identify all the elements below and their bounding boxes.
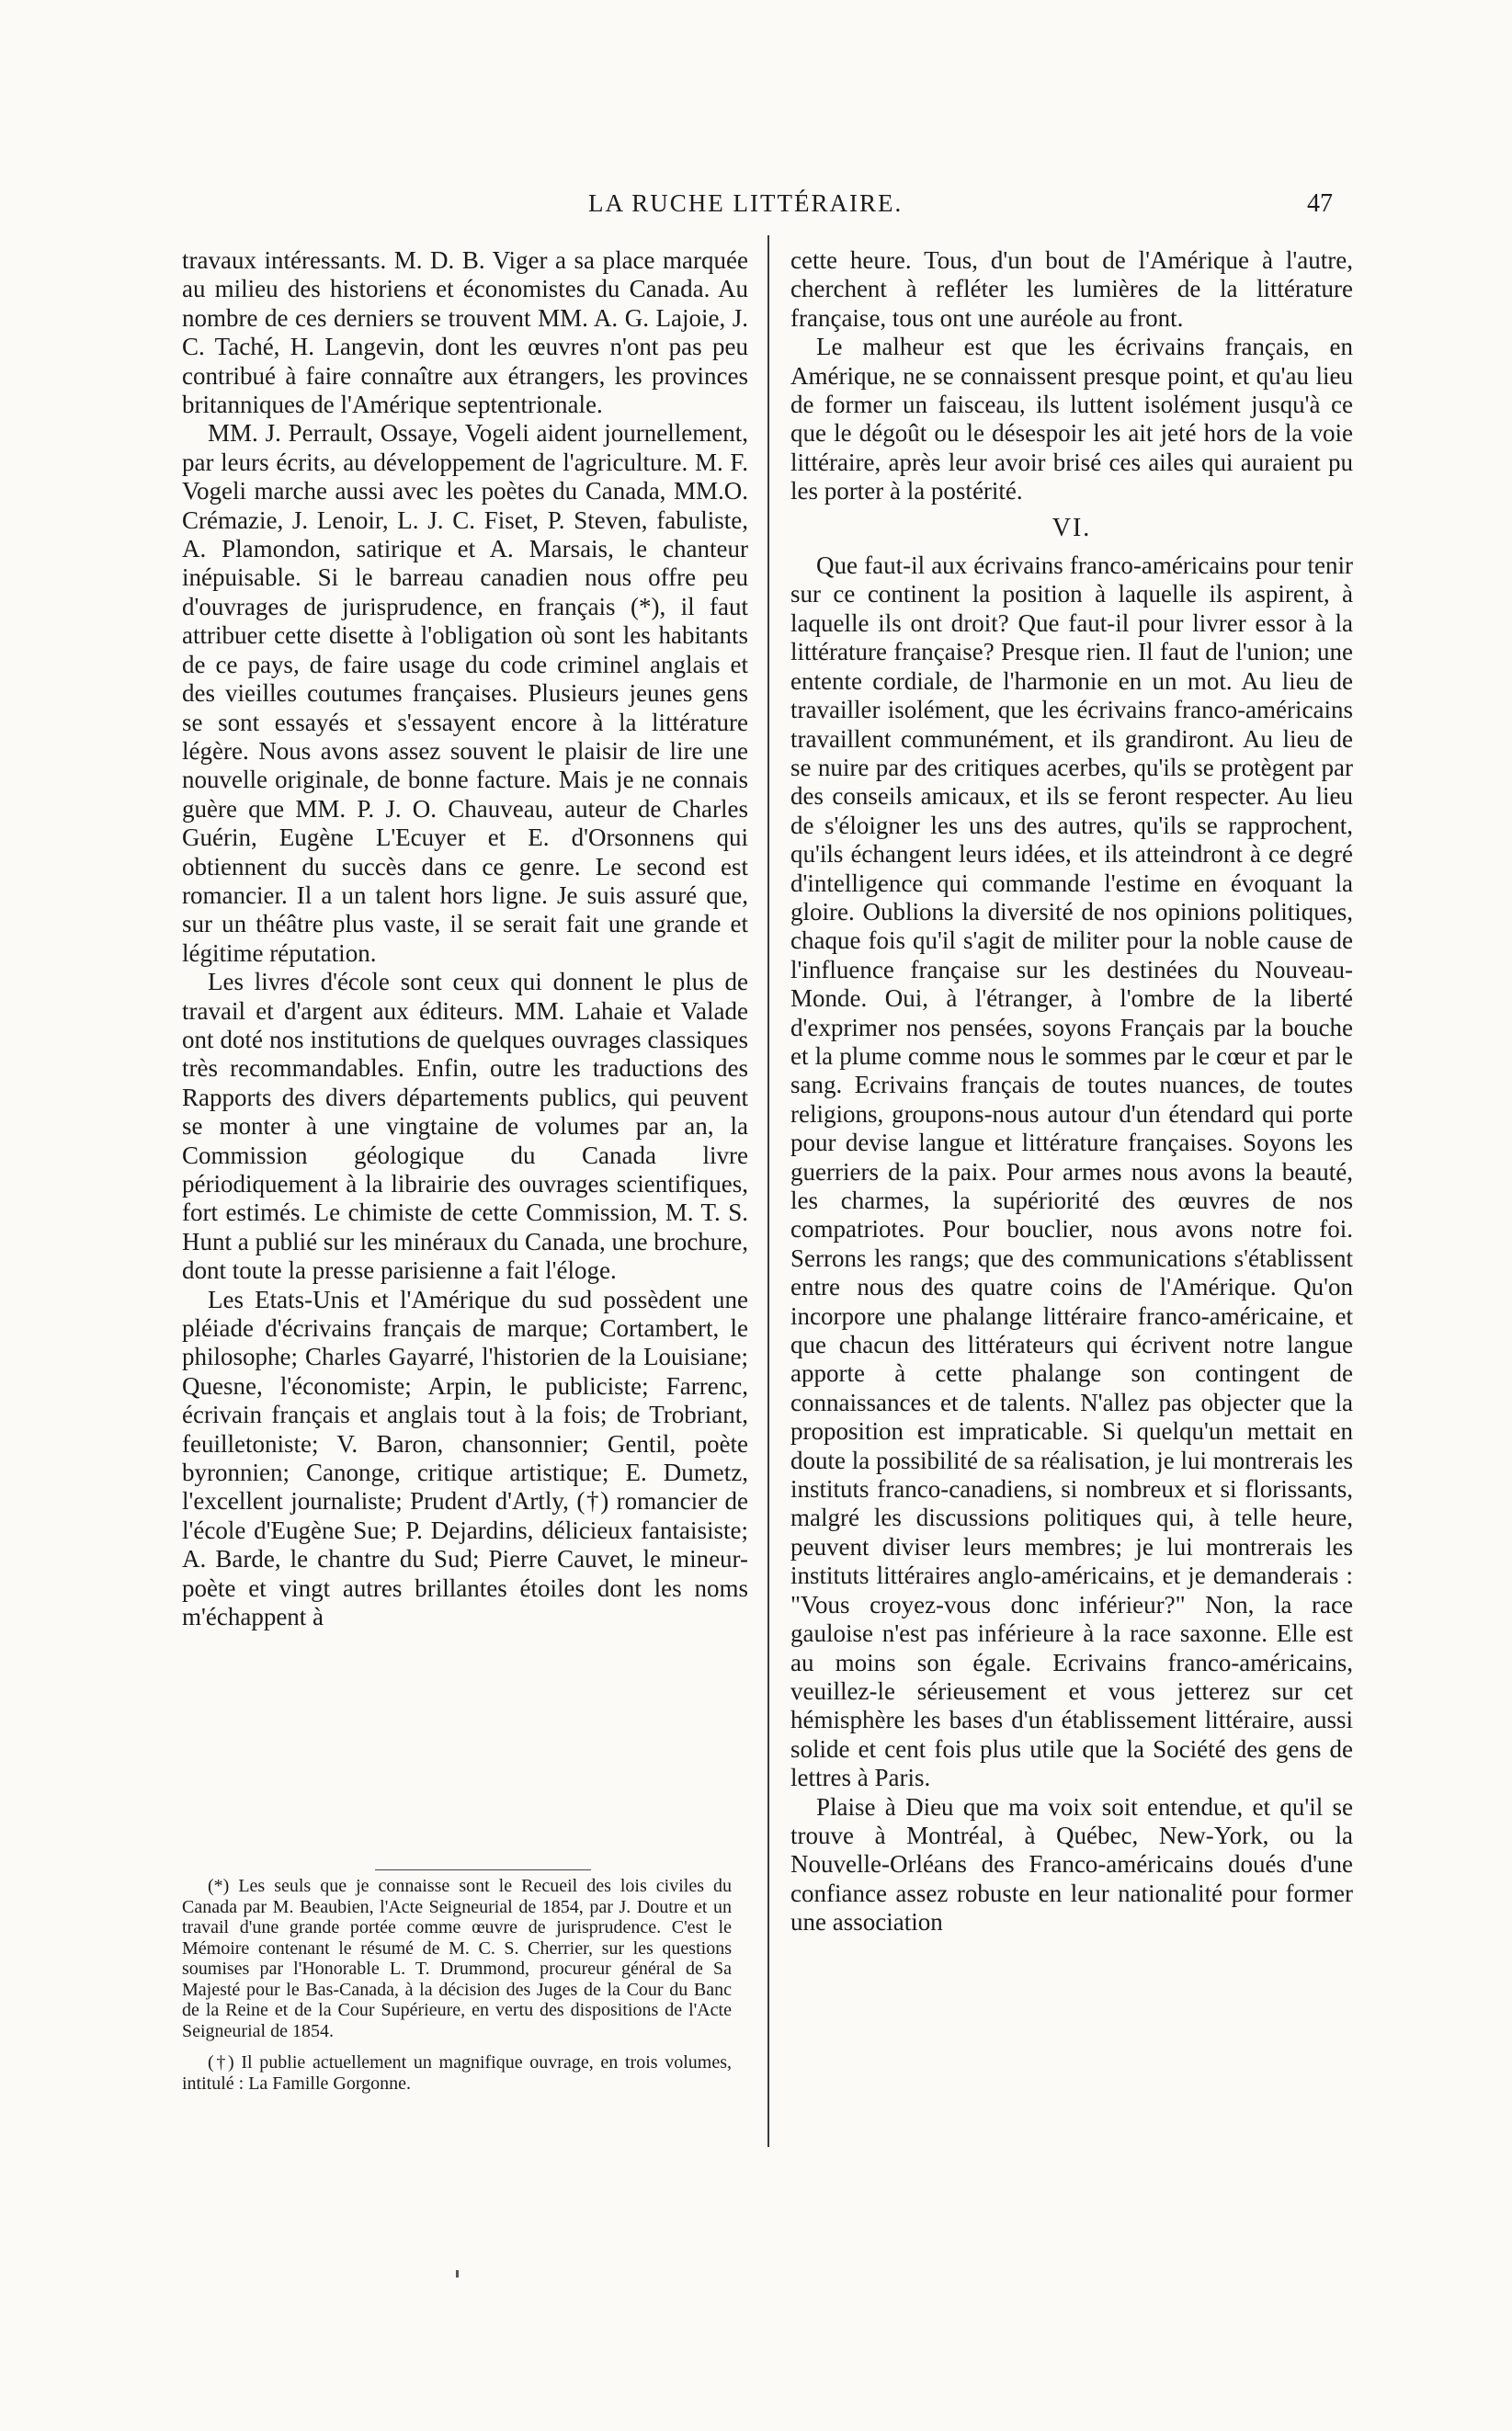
footnotes (182, 1869, 732, 2105)
paragraph: Les livres d'école sont ceux qui donnent le plus de travail et d'argent aux éditeurs. MM. Lahaie et Valade ont doté nos institutions de quelques ouvrages classiques très recommandables. Enfin, outre les traductions des Rapports des divers départements publics, qui peuvent se monter à une vingtaine de volumes par an, la Commission géologique du Canada livre périodiquement à la librairie des ouvrages scientifiques, fort estimés. Le chimiste de cette Commission, M. T. S. Hunt a publié sur les minéraux du Canada, une brochure, dont toute la presse parisienne a fait l'éloge. (182, 968, 748, 1285)
column-divider (767, 235, 769, 2147)
page-number: 47 (1307, 189, 1333, 218)
paragraph: MM. J. Perrault, Ossaye, Vogeli aident journellement, par leurs écrits, au développement de l'agriculture. M. F. Vogeli marche aussi avec les poètes du Canada, MM.O. Crémazie, J. Lenoir, L. J. C. Fiset, P. Steven, fabuliste, A. Plamondon, satirique et A. Marsais, le chanteur inépuisable. Si le barreau canadien nous offre peu d'ouvrages de jurisprudence, en français (*), il faut attribuer cette disette à l'obligation où sont les habitants de ce pays, de faire usage du code criminel anglais et des vieilles coutumes françaises. Plusieurs jeunes gens se sont essayés et s'essayent encore à la littérature légère. Nous avons assez souvent le plaisir de lire une nouvelle originale, de bonne facture. Mais je ne connais guère que MM. P. J. O. Chauveau, auteur de Charles Guérin, Eugène L'Ecuyer et E. d'Orsonnens qui obtiennent du succès dans ce genre. Le second est romancier. Il a un talent hors ligne. Je suis assuré que, sur un théâtre plus vaste, il se serait fait une grande et légitime réputation. (182, 419, 748, 967)
left-column (182, 246, 748, 1632)
section-heading: VI. (1052, 513, 1092, 542)
paragraph: Que faut-il aux écrivains franco-américains pour tenir sur ce continent la position à laquelle ils aspirent, à laquelle ils ont droit? Que faut-il pour livrer essor à la littérature française? Presque rien. Il faut de l'union; une entente cordiale, de l'harmonie en un mot. Au lieu de travailler isolément, que les écrivains franco-américains travaillent communément, et ils grandiront. Au lieu de se nuire par des critiques acerbes, qu'ils se protègent par des conseils amicaux, et ils se feront respecter. Au lieu de s'éloigner les uns des autres, qu'ils se rapprochent, qu'ils échangent leurs idées, et ils atteindront à ce degré d'intelligence qui commande l'estime en évoquant la gloire. Oublions la diversité de nos opinions politiques, chaque fois qu'il s'agit de militer pour la noble cause de l'influence française sur les destinées du Nouveau-Monde. Oui, à l'étranger, à l'ombre de la liberté d'exprimer nos pensées, soyons Français par la bouche et la plume comme nous le sommes par le cœur et par le sang. Ecrivains français de toutes nuances, de toutes religions, groupons-nous autour d'un étendard qui porte pour devise langue et littérature françaises. Soyons les guerriers de la paix. Pour armes nous avons la beauté, les charmes, la supériorité des œuvres de nos compatriotes. Pour bouclier, nous avons notre foi. Serrons les rangs; que des communications s'établissent entre nous des quatre coins de l'Amérique. Qu'on incorpore une phalange littéraire franco-américaine, et que chacun des littérateurs qui écrivent notre langue apporte à cette phalange son contingent de connaissances et de talents. N'allez pas objecter que la proposition est impraticable. Si quelqu'un mettait en doute la possibilité de sa réalisation, je lui montrerais les instituts franco-canadiens, si nombreux et si florissants, malgré les discussions politiques qui, à telle heure, peuvent diviser leurs membres; je lui montrerais les instituts littéraires anglo-américains, et je demanderais : "Vous croyez-vous donc inférieur?" Non, la race gauloise n'est pas inférieure à la race saxonne. Elle est au moins son égale. Ecrivains franco-américains, veuillez-le sérieusement et vous jetterez sur cet hémisphère les bases d'un établissement littéraire, aussi solide et cent fois plus utile que la Société des gens de lettres à Paris. (790, 551, 1353, 1792)
footnote: (†) Il publie actuellement un magnifique ouvrage, en trois volumes, intitulé : La Famille Gorgonne. (182, 2052, 732, 2094)
paragraph: Le malheur est que les écrivains français, en Amérique, ne se connaissent presque point, et qu'au lieu de former un faisceau, ils luttent isolément jusqu'à ce que le dégoût ou le désespoir les ait jeté hors de la voie littéraire, après leur avoir brisé ces ailes qui auraient pu les porter à la postérité. (790, 333, 1353, 506)
paragraph: cette heure. Tous, d'un bout de l'Amérique à l'autre, cherchent à refléter les lumières de la littérature française, tous ont une auréole au front. (790, 246, 1353, 332)
footnote-rule (375, 1869, 591, 1870)
paragraph: Les Etats-Unis et l'Amérique du sud possèdent une pléiade d'écrivains français de marque; Cortambert, le philosophe; Charles Gayarré, l'historien de la Louisiane; Quesne, l'économiste; Arpin, le publiciste; Farrenc, écrivain français et anglais tout à la fois; de Trobriant, feuilletoniste; V. Baron, chansonnier; Gentil, poète byronnien; Canonge, critique artistique; E. Dumetz, l'excellent journaliste; Prudent d'Artly, (†) romancier de l'école d'Eugène Sue; P. Dejardins, délicieux fantaisiste; A. Barde, le chantre du Sud; Pierre Cauvet, le mineur-poète et vingt autres brillantes étoiles dont les noms m'échappent à (182, 1285, 748, 1631)
footnote: (*) Les seuls que je connaisse sont le Recueil des lois civiles du Canada par M. Beaubien, l'Acte Seigneurial de 1854, par J. Doutre et un travail d'une grande portée comme œuvre de jurisprudence. C'est le Mémoire contenant le résumé de M. C. S. Cherrier, sur les questions soumises par l'Honorable L. T. Drummond, procureur général de Sa Majesté pour le Bas-Canada, à la décision des Juges de la Cour du Banc de la Reine et de la Cour Supérieure, en vertu des dispositions de l'Acte Seigneurial de 1854. (182, 1876, 732, 2041)
right-column (790, 246, 1353, 1937)
running-title: LA RUCHE LITTÉRAIRE. (588, 189, 904, 217)
paragraph: travaux intéressants. M. D. B. Viger a sa place marquée au milieu des historiens et économistes du Canada. Au nombre de ces derniers se trouvent MM. A. G. Lajoie, J. C. Taché, H. Langevin, dont les œuvres n'ont pas peu contribué à faire connaître aux étrangers, les provinces britanniques de l'Amérique septentrionale. (182, 246, 748, 419)
print-speck (456, 2270, 459, 2278)
paragraph: Plaise à Dieu que ma voix soit entendue, et qu'il se trouve à Montréal, à Québec, New-York, ou la Nouvelle-Orléans des Franco-américains doués d'une confiance assez robuste en leur nationalité pour former une association (790, 1792, 1353, 1937)
